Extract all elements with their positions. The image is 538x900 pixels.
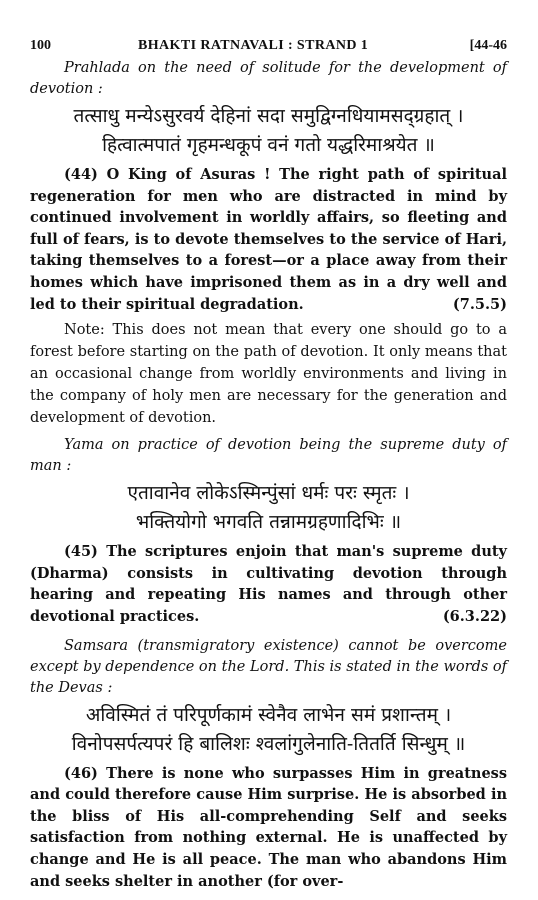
verse-number: (44) [64, 166, 98, 183]
section-45-translation [30, 541, 507, 627]
section-45-verse [30, 479, 507, 537]
verse-reference: (6.3.22) [442, 607, 507, 625]
section-46-verse [30, 701, 507, 759]
verse-line: भक्तियोगो भगवति तन्नामग्रहणादिभिः ॥ [135, 511, 402, 534]
verse-line: अविस्मितं तं परिपूर्णकामं स्वेनैव लाभेन समं प्रशान्तम् । [85, 703, 452, 726]
verse-line: विनोपसर्पत्यपरं हि बालिशः श्वलांगुलेनाति-तितर्ति सिन्धुम् ॥ [71, 732, 466, 755]
section-44-intro: Prahlada on the need of solitude for the development of devotion : [30, 60, 507, 97]
verse-range: [44-46 [469, 38, 507, 53]
verse-reference: (7.5.5) [452, 295, 507, 313]
section-44-translation [30, 164, 507, 315]
verse-number: (46) [64, 764, 98, 782]
translation-text: The scriptures enjoin that man's supreme duty (Dharma) consists in cultivating devotion through hearing and repeating His names and through other devotional practices. [30, 543, 507, 625]
section-46-intro: Samsara (transmigratory existence) cannot be overcome except by dependence on the Lord. This is stated in the words of the Devas : [30, 637, 507, 696]
running-header [30, 0, 507, 58]
running-title: BHAKTI RATNAVALI : STRAND 1 [138, 38, 369, 53]
verse-line: हित्वात्मपातं गृहमन्धकूपं वनं गतो यद्धरिमाश्रयेत ॥ [102, 134, 435, 156]
verse-line: एतावानेव लोकेऽस्मिन्पुंसां धर्मः परः स्मृतः । [127, 482, 410, 505]
page-number: 100 [30, 38, 51, 53]
verse-line: तत्साधु मन्येऽसुरवर्य देहिनां सदा समुद्विग्नधियामसद्ग्रहात् । [73, 105, 464, 127]
verse-number: (45) [64, 543, 98, 561]
section-46-translation [30, 763, 507, 893]
translation-text: There is none who surpasses Him in greatness and could therefore cause Him surprise. He is absorbed in the bliss of His all-comprehending Self and seeks satisfaction from nothing external. He is unaffected by change and He is all peace. The man who abandons Him and seeks shelter in another (for over- [30, 764, 507, 890]
section-44-note: Note: This does not mean that every one should go to a forest before starting on the path of devotion. It only means that an occasional change from worldly environments and living in the company of holy men are necessary for the generation and development of devotion. [30, 322, 507, 427]
section-45-intro: Yama on practice of devotion being the supreme duty of man : [30, 437, 507, 475]
section-44-verse [30, 102, 507, 160]
translation-text: O King of Asuras ! The right path of spiritual regeneration for men who are distracted in mind by continued involvement in worldly affairs, so fleeting and full of fears, is to devote themselves to the service of Hari, taking themselves to a forest—or a place away from their homes which have imprisoned them as in a dry well and led to their spiritual degradation. [30, 166, 507, 313]
